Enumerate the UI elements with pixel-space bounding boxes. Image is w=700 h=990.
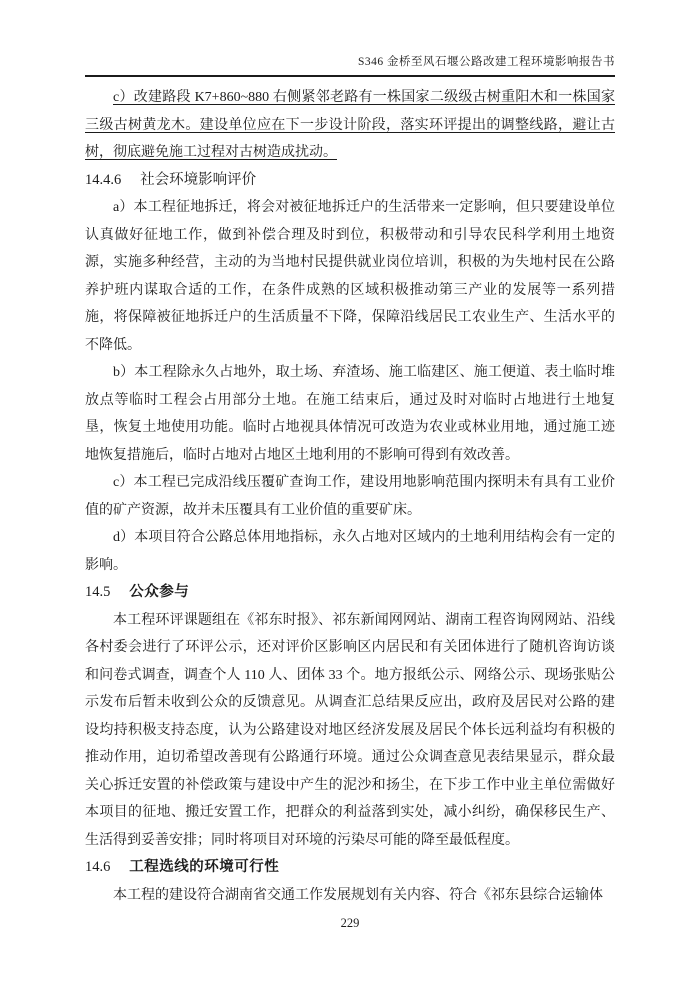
paragraph-c-minerals: c）本工程已完成沿线压覆矿查询工作，建设用地影响范围内探明未有具有工业价值的矿产资源，故并未压覆具有工业价值的重要矿床。 xyxy=(85,475,615,518)
section-title: 社会环境影响评价 xyxy=(140,171,257,188)
page-number: 229 xyxy=(340,916,360,930)
section-heading-route-feasibility xyxy=(85,854,615,882)
section-number: 14.6 xyxy=(85,859,111,875)
paragraph-ancient-trees: c）改建路段 K7+860~880 右侧紧邻老路有一株国家二级级古树重阳木和一株国家三级古树黄龙木。建设单位应在下一步设计阶段，落实环评提出的调整线路，避让古树，彻底避免施工过程对古树造成扰动。 xyxy=(85,90,615,160)
paragraph-a-land-requisition: a）本工程征地拆迁，将会对被征地拆迁户的生活带来一定影响，但只要建设单位认真做好征地工作，做到补偿合理及时到位，积极带动和引导农民科学利用土地资源，实施多种经营，主动的为当地村民提供就业岗位培训，积极的为失地村民在公路养护班内谋取合适的工作，在条件成熟的区域积极推动第三产业的发展等一系列措施，将保障被征地拆迁户的生活质量不下降，保障沿线居民工农业生产、生活水平的不降低。 xyxy=(85,200,615,353)
section-number: 14.5 xyxy=(85,584,111,600)
section-number: 14.4.6 xyxy=(85,171,122,188)
section-title: 公众参与 xyxy=(129,584,190,600)
paragraph-d-land-use: d）本项目符合公路总体用地指标，永久占地对区域内的土地利用结构会有一定的影响。 xyxy=(85,530,615,573)
page-body xyxy=(85,77,615,909)
section-heading-public-participation xyxy=(85,579,615,607)
paragraph-route-planning: 本工程的建设符合湖南省交通工作发展规划有关内容、符合《祁东县综合运输体 xyxy=(113,887,603,903)
section-title: 工程选线的环境可行性 xyxy=(129,859,280,875)
page-footer xyxy=(0,916,700,931)
page-header xyxy=(85,0,615,77)
section-heading-social-impact xyxy=(85,167,615,195)
page-header-title: S346 金桥至风石堰公路改建工程环境影响报告书 xyxy=(357,56,615,68)
paragraph-public-participation: 本工程环评课题组在《祁东时报》、祁东新闻网网站、湖南工程咨询网网站、沿线各村委会进行了环评公示，还对评价区影响区内居民和有关团体进行了随机咨询访谈和问卷式调查，调查个人 110 人、团体 33 个。地方报纸公示、网络公示、现场张贴公示发布后暂未收到公众的反馈意见。从调查汇总结果反应出，政府及居民对公路的建设均持积极支持态度，认为公路建设对地区经济发展及居民个体长远利益均有积极的推动作用，迫切希望改善现有公路通行环境。通过公众调查意见表结果显示，群众最关心拆迁安置的补偿政策与建设中产生的泥沙和扬尘，在下步工作中业主单位需做好本项目的征地、搬迁安置工作，把群众的利益落到实处，减小纠纷，确保移民生产、生活得到妥善安排；同时将项目对环境的污染尽可能的降至最低程度。 xyxy=(85,612,615,848)
paragraph-b-temporary-land: b）本工程除永久占地外，取土场、弃渣场、施工临建区、施工便道、表土临时堆放点等临时工程会占用部分土地。在施工结束后，通过及时对临时占地进行土地复垦，恢复土地使用功能。临时占地视具体情况可改造为农业或林业用地，通过施工迹地恢复措施后，临时占地对占地区土地利用的不影响可得到有效改善。 xyxy=(85,365,615,463)
